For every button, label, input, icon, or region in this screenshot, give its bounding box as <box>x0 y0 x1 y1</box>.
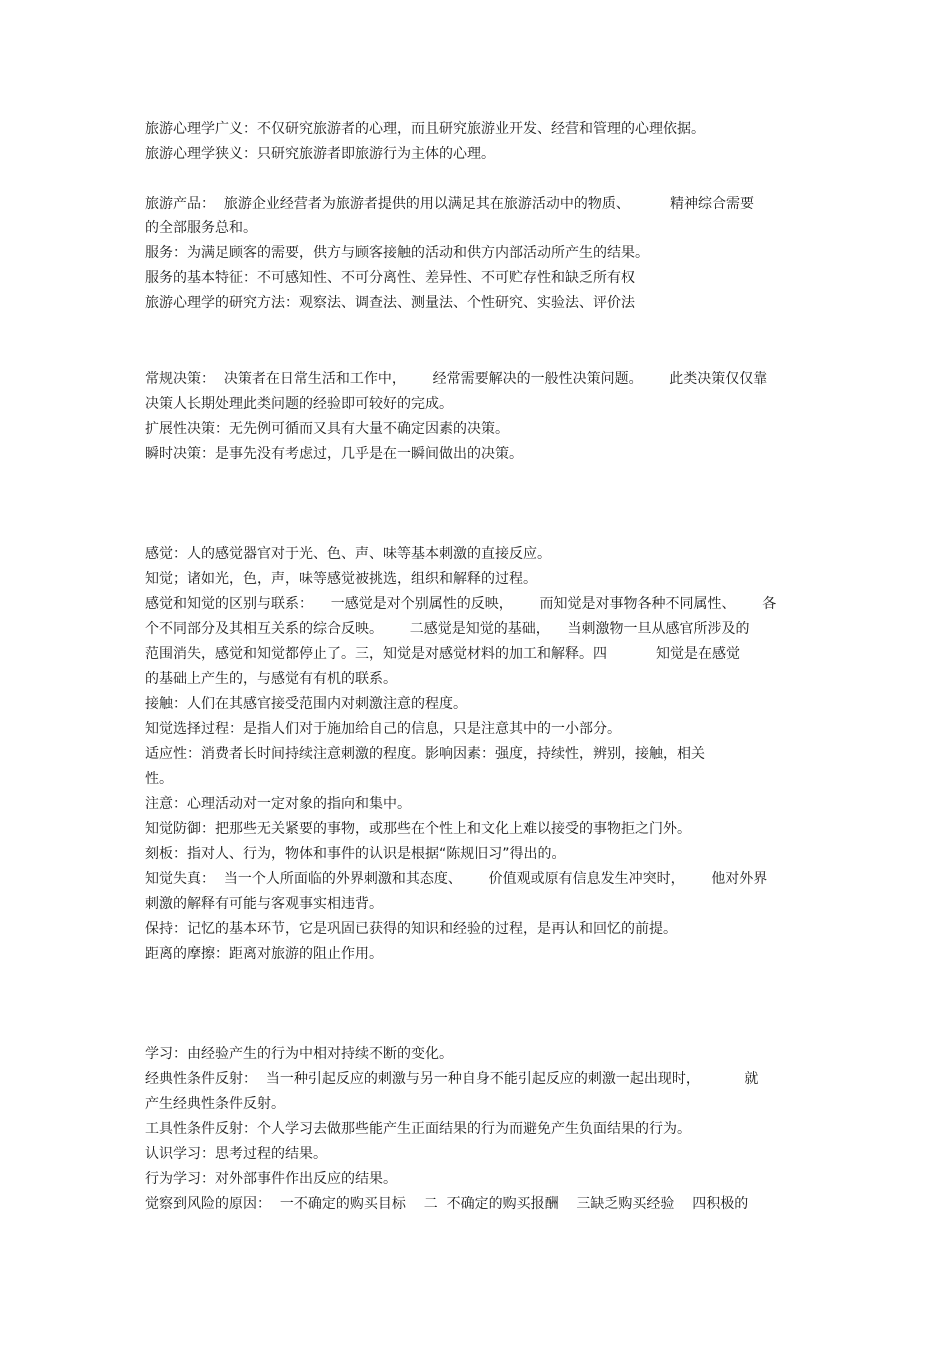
text-line: 旅游产品： 旅游企业经营者为旅游者提供的用以满足其在旅游活动中的物质、 精神综合需要 <box>145 196 754 212</box>
text-line: 知觉失真： 当一个人所面临的外界刺激和其态度、 价值观或原有信息发生冲突时， 他对外界 <box>145 871 768 887</box>
text-line: 的全部服务总和。 <box>145 220 257 236</box>
text-line: 扩展性决策：无先例可循而又具有大量不确定因素的决策。 <box>145 421 509 437</box>
text-line: 知觉选择过程：是指人们对于施加给自己的信息，只是注意其中的一小部分。 <box>145 721 621 737</box>
text-line: 接触：人们在其感官接受范围内对刺激注意的程度。 <box>145 696 467 712</box>
text-line: 服务：为满足顾客的需要，供方与顾客接触的活动和供方内部活动所产生的结果。 <box>145 245 649 261</box>
text-line: 旅游心理学狭义：只研究旅游者即旅游行为主体的心理。 <box>145 146 495 162</box>
text-line: 觉察到风险的原因： 一不确定的购买目标 二 不确定的购买报酬 三缺乏购买经验 四积极的 <box>145 1196 749 1212</box>
text-line: 旅游心理学广义：不仅研究旅游者的心理，而且研究旅游业开发、经营和管理的心理依据。 <box>145 121 705 137</box>
text-line: 保持：记忆的基本环节，它是巩固已获得的知识和经验的过程，是再认和回忆的前提。 <box>145 921 677 937</box>
text-line: 距离的摩擦：距离对旅游的阻止作用。 <box>145 946 383 962</box>
text-line: 感觉：人的感觉器官对于光、色、声、味等基本刺激的直接反应。 <box>145 546 551 562</box>
text-line: 范围消失，感觉和知觉都停止了。三，知觉是对感觉材料的加工和解释。四 知觉是在感觉 <box>145 646 740 662</box>
text-line: 注意：心理活动对一定对象的指向和集中。 <box>145 796 411 812</box>
text-line: 知觉防御：把那些无关紧要的事物，或那些在个性上和文化上难以接受的事物拒之门外。 <box>145 821 691 837</box>
text-line: 刻板：指对人、行为，物体和事件的认识是根据“陈规旧习”得出的。 <box>145 846 566 862</box>
text-line: 服务的基本特征：不可感知性、不可分离性、差异性、不可贮存性和缺乏所有权 <box>145 270 635 286</box>
text-line: 行为学习：对外部事件作出反应的结果。 <box>145 1171 397 1187</box>
text-line: 性。 <box>145 771 173 787</box>
text-line: 常规决策： 决策者在日常生活和工作中， 经常需要解决的一般性决策问题。 此类决策仅仅靠 <box>145 371 768 387</box>
text-line: 工具性条件反射：个人学习去做那些能产生正面结果的行为而避免产生负面结果的行为。 <box>145 1121 691 1137</box>
text-line: 瞬时决策：是事先没有考虑过，几乎是在一瞬间做出的决策。 <box>145 446 523 462</box>
text-line: 适应性：消费者长时间持续注意刺激的程度。影响因素：强度，持续性，辨别，接触，相关 <box>145 746 705 762</box>
text-line: 认识学习：思考过程的结果。 <box>145 1146 327 1162</box>
text-line: 个不同部分及其相互关系的综合反映。 二感觉是知觉的基础， 当刺激物一旦从感官所涉及的 <box>145 621 750 637</box>
text-line: 感觉和知觉的区别与联系： 一感觉是对个别属性的反映， 而知觉是对事物各种不同属性、 各 <box>145 596 777 612</box>
text-line: 刺激的解释有可能与客观事实相违背。 <box>145 896 383 912</box>
text-line: 知觉；诸如光，色，声，味等感觉被挑选，组织和解释的过程。 <box>145 571 537 587</box>
text-line: 产生经典性条件反射。 <box>145 1096 285 1112</box>
text-line: 旅游心理学的研究方法：观察法、调查法、测量法、个性研究、实验法、评价法 <box>145 295 635 311</box>
text-line: 的基础上产生的，与感觉有有机的联系。 <box>145 671 397 687</box>
text-line: 决策人长期处理此类问题的经验即可较好的完成。 <box>145 396 453 412</box>
text-line: 学习：由经验产生的行为中相对持续不断的变化。 <box>145 1046 453 1062</box>
text-line: 经典性条件反射： 当一种引起反应的刺激与另一种自身不能引起反应的刺激一起出现时， 就 <box>145 1071 759 1087</box>
